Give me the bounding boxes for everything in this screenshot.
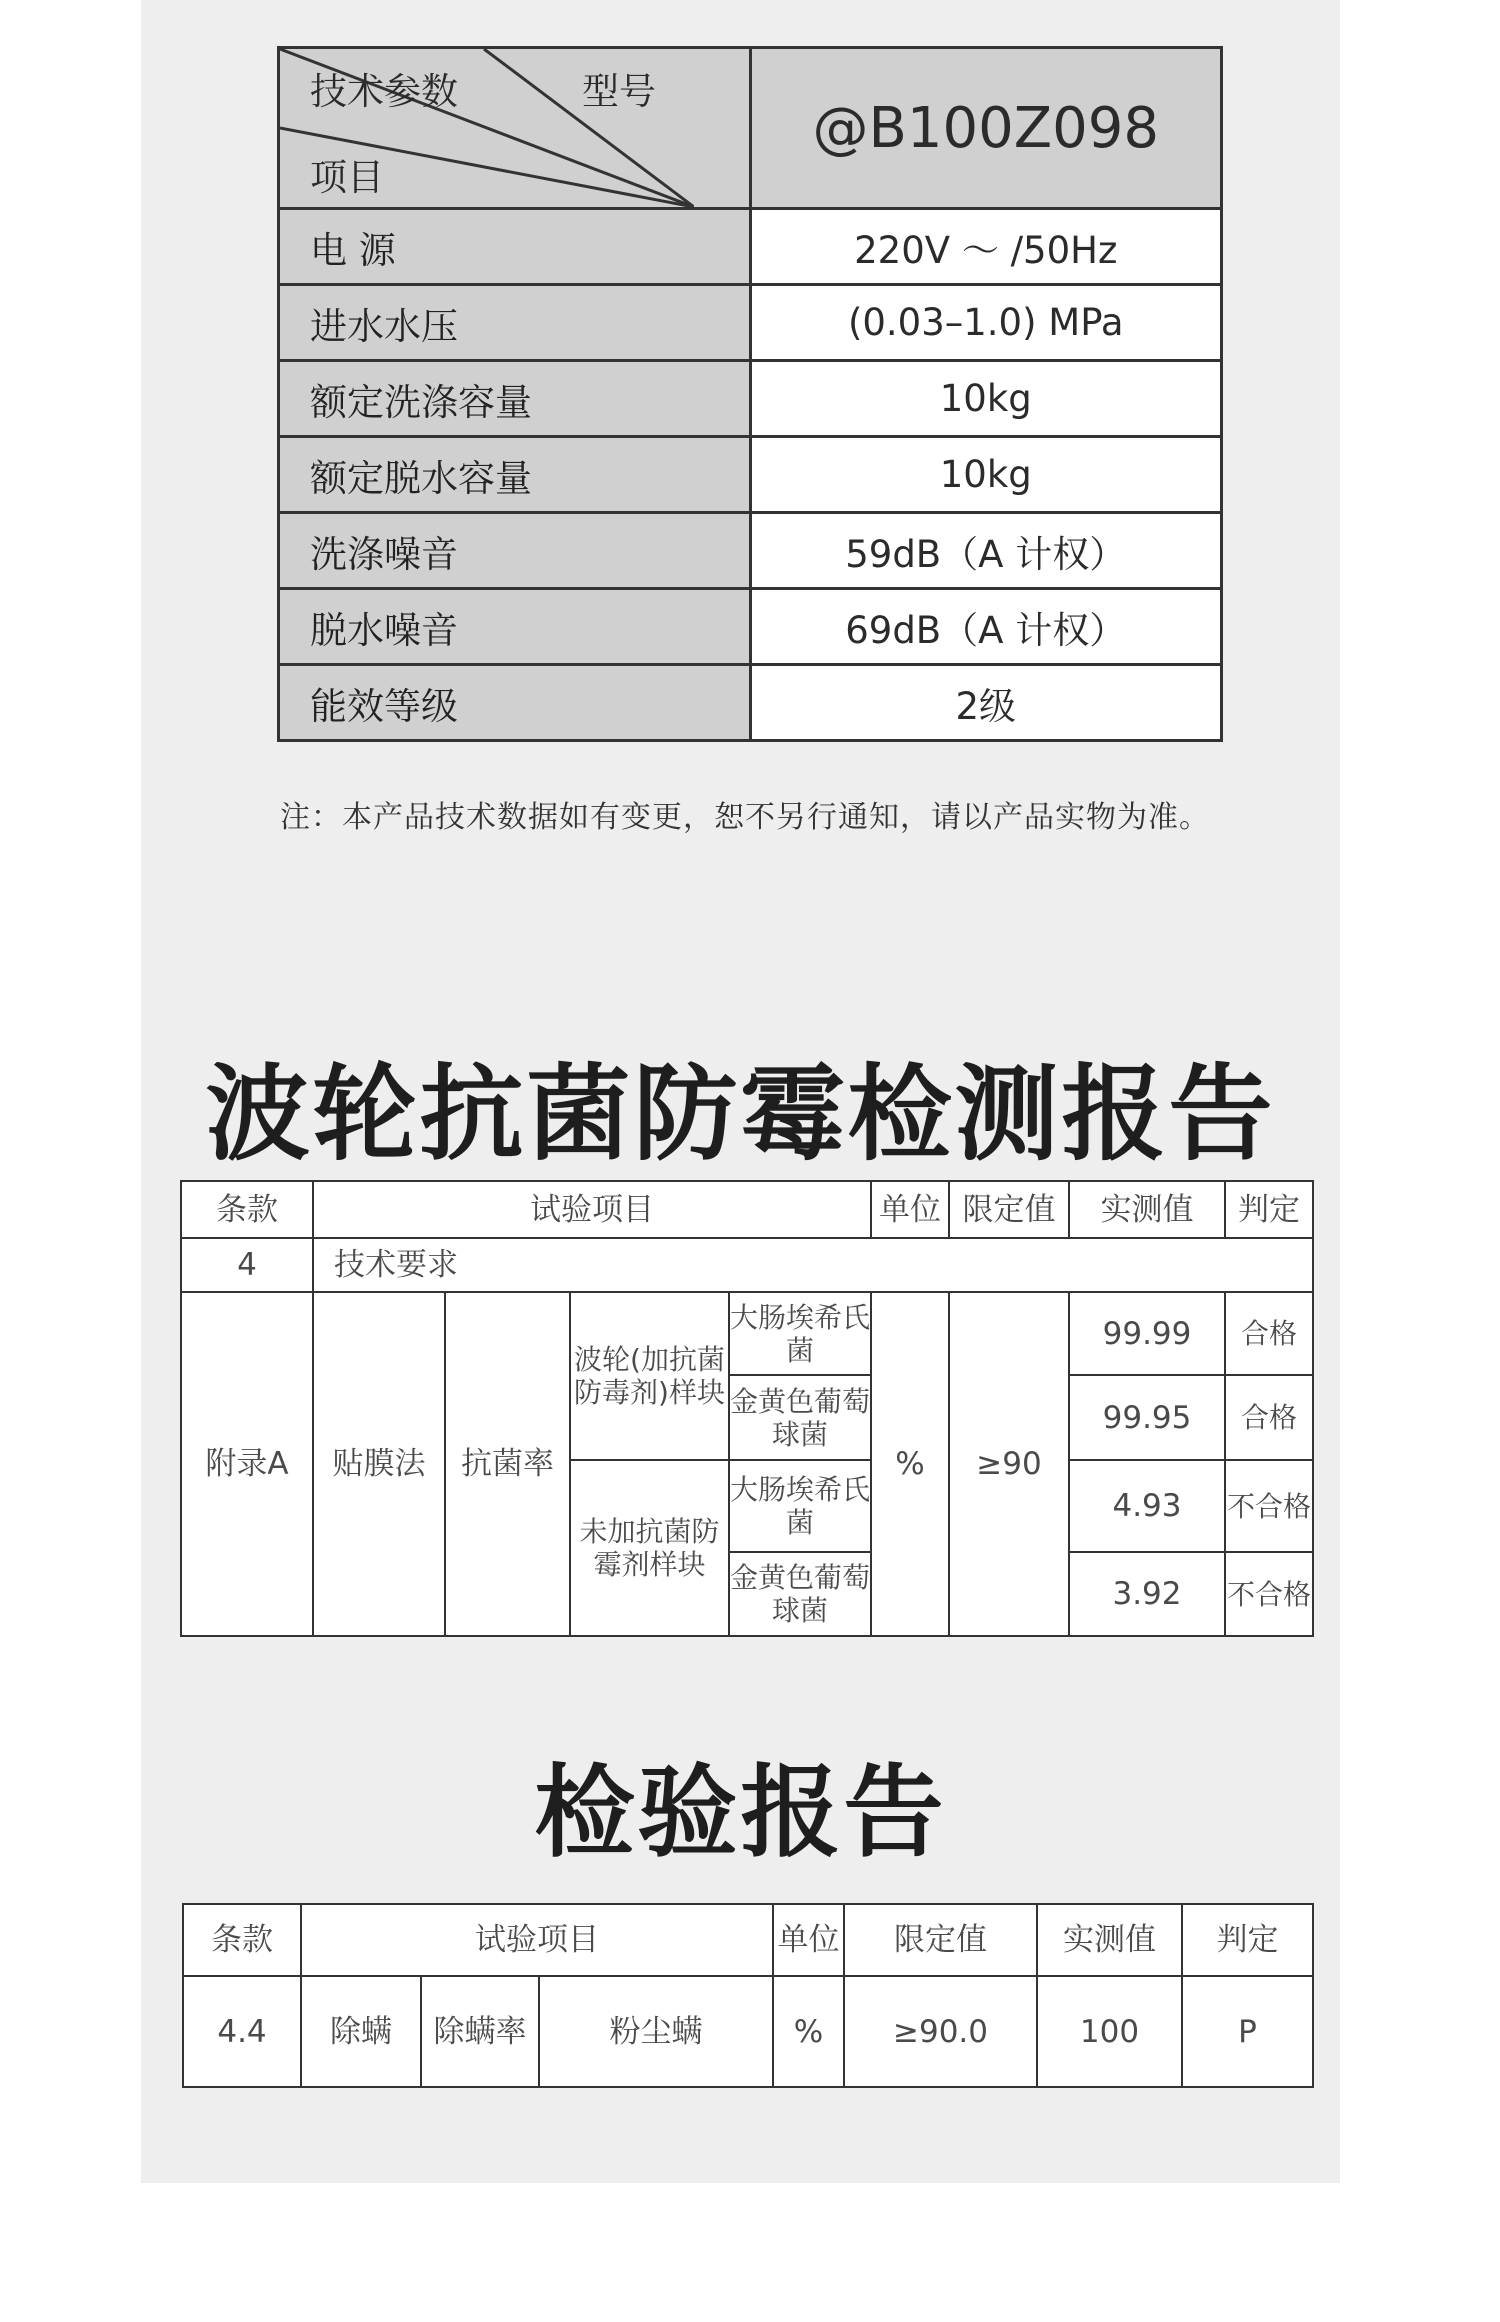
table-header-row xyxy=(181,1181,1313,1238)
verdict-value: 不合格 xyxy=(1225,1460,1313,1552)
strain-name: 金黄色葡萄球菌 xyxy=(729,1552,871,1636)
spec-label: 电 源 xyxy=(279,209,751,285)
model-value: @B100Z098 xyxy=(750,48,1222,209)
tech-item: 技术要求 xyxy=(313,1238,1313,1292)
strain-name: 大肠埃希氏菌 xyxy=(729,1292,871,1375)
spec-row xyxy=(279,285,1222,361)
table-header-row xyxy=(183,1904,1313,1976)
measured-value: 4.93 xyxy=(1069,1460,1225,1552)
measured-value: 99.99 xyxy=(1069,1292,1225,1375)
spec-table xyxy=(277,46,1223,742)
measured-value: 99.95 xyxy=(1069,1375,1225,1460)
limit-value: ≥90.0 xyxy=(844,1976,1037,2087)
disclaimer-note: 注：本产品技术数据如有变更，恕不另行通知，请以产品实物为准。 xyxy=(280,800,1210,835)
header-measured: 实测值 xyxy=(1069,1181,1225,1238)
clause-value: 4.4 xyxy=(183,1976,301,2087)
inspection-report-table xyxy=(182,1903,1314,2088)
item-label: 项目 xyxy=(310,156,384,199)
header-unit: 单位 xyxy=(773,1904,844,1976)
param-label: 技术参数 xyxy=(310,70,458,113)
antibacterial-report-table xyxy=(180,1180,1314,1637)
report2-title: 检验报告 xyxy=(534,1754,947,1871)
item-value: 粉尘螨 xyxy=(539,1976,773,2087)
sample-treated: 波轮(加抗菌防毒剂)样块 xyxy=(570,1292,729,1460)
header-unit: 单位 xyxy=(871,1181,949,1238)
header-clause: 条款 xyxy=(181,1181,313,1238)
spec-label: 能效等级 xyxy=(279,665,751,741)
header-measured: 实测值 xyxy=(1037,1904,1182,1976)
spec-value: (0.03–1.0) MPa xyxy=(750,285,1222,361)
item-value: 除螨率 xyxy=(421,1976,539,2087)
verdict-value: 合格 xyxy=(1225,1292,1313,1375)
spec-label: 进水水压 xyxy=(279,285,751,361)
test-metric: 抗菌率 xyxy=(445,1292,570,1636)
spec-label: 洗涤噪音 xyxy=(279,513,751,589)
spec-row xyxy=(279,665,1222,741)
header-item: 试验项目 xyxy=(313,1181,871,1238)
spec-row xyxy=(279,361,1222,437)
spec-value: 69dB（A 计权） xyxy=(750,589,1222,665)
appendix-clause: 附录A xyxy=(181,1292,313,1636)
spec-value: 220V ～ /50Hz xyxy=(750,209,1222,285)
spec-row xyxy=(279,589,1222,665)
verdict-value: P xyxy=(1182,1976,1313,2087)
unit-value: % xyxy=(871,1292,949,1636)
spec-row xyxy=(279,209,1222,285)
spec-label: 脱水噪音 xyxy=(279,589,751,665)
spec-value: 59dB（A 计权） xyxy=(750,513,1222,589)
spec-header-row xyxy=(279,48,1222,209)
verdict-value: 不合格 xyxy=(1225,1552,1313,1636)
spec-label: 额定洗涤容量 xyxy=(279,361,751,437)
table-row xyxy=(181,1238,1313,1292)
header-limit: 限定值 xyxy=(949,1181,1069,1238)
measured-value: 3.92 xyxy=(1069,1552,1225,1636)
spec-value: 10kg xyxy=(750,361,1222,437)
spec-row xyxy=(279,437,1222,513)
sample-untreated: 未加抗菌防霉剂样块 xyxy=(570,1460,729,1636)
strain-name: 金黄色葡萄球菌 xyxy=(729,1375,871,1460)
spec-header-diagonal-cell xyxy=(279,48,751,209)
header-verdict: 判定 xyxy=(1225,1181,1313,1238)
report1-title: 波轮抗菌防霉检测报告 xyxy=(205,1053,1276,1175)
table-row xyxy=(183,1976,1313,2087)
item-value: 除螨 xyxy=(301,1976,421,2087)
measured-value: 100 xyxy=(1037,1976,1182,2087)
header-verdict: 判定 xyxy=(1182,1904,1313,1976)
strain-name: 大肠埃希氏菌 xyxy=(729,1460,871,1552)
test-method: 贴膜法 xyxy=(313,1292,445,1636)
limit-value: ≥90 xyxy=(949,1292,1069,1636)
unit-value: % xyxy=(773,1976,844,2087)
spec-label: 额定脱水容量 xyxy=(279,437,751,513)
header-clause: 条款 xyxy=(183,1904,301,1976)
verdict-value: 合格 xyxy=(1225,1375,1313,1460)
model-label: 型号 xyxy=(582,70,656,113)
spec-value: 10kg xyxy=(750,437,1222,513)
header-item: 试验项目 xyxy=(301,1904,773,1976)
tech-clause: 4 xyxy=(181,1238,313,1292)
spec-row xyxy=(279,513,1222,589)
header-limit: 限定值 xyxy=(844,1904,1037,1976)
table-row xyxy=(181,1292,1313,1375)
spec-value: 2级 xyxy=(750,665,1222,741)
